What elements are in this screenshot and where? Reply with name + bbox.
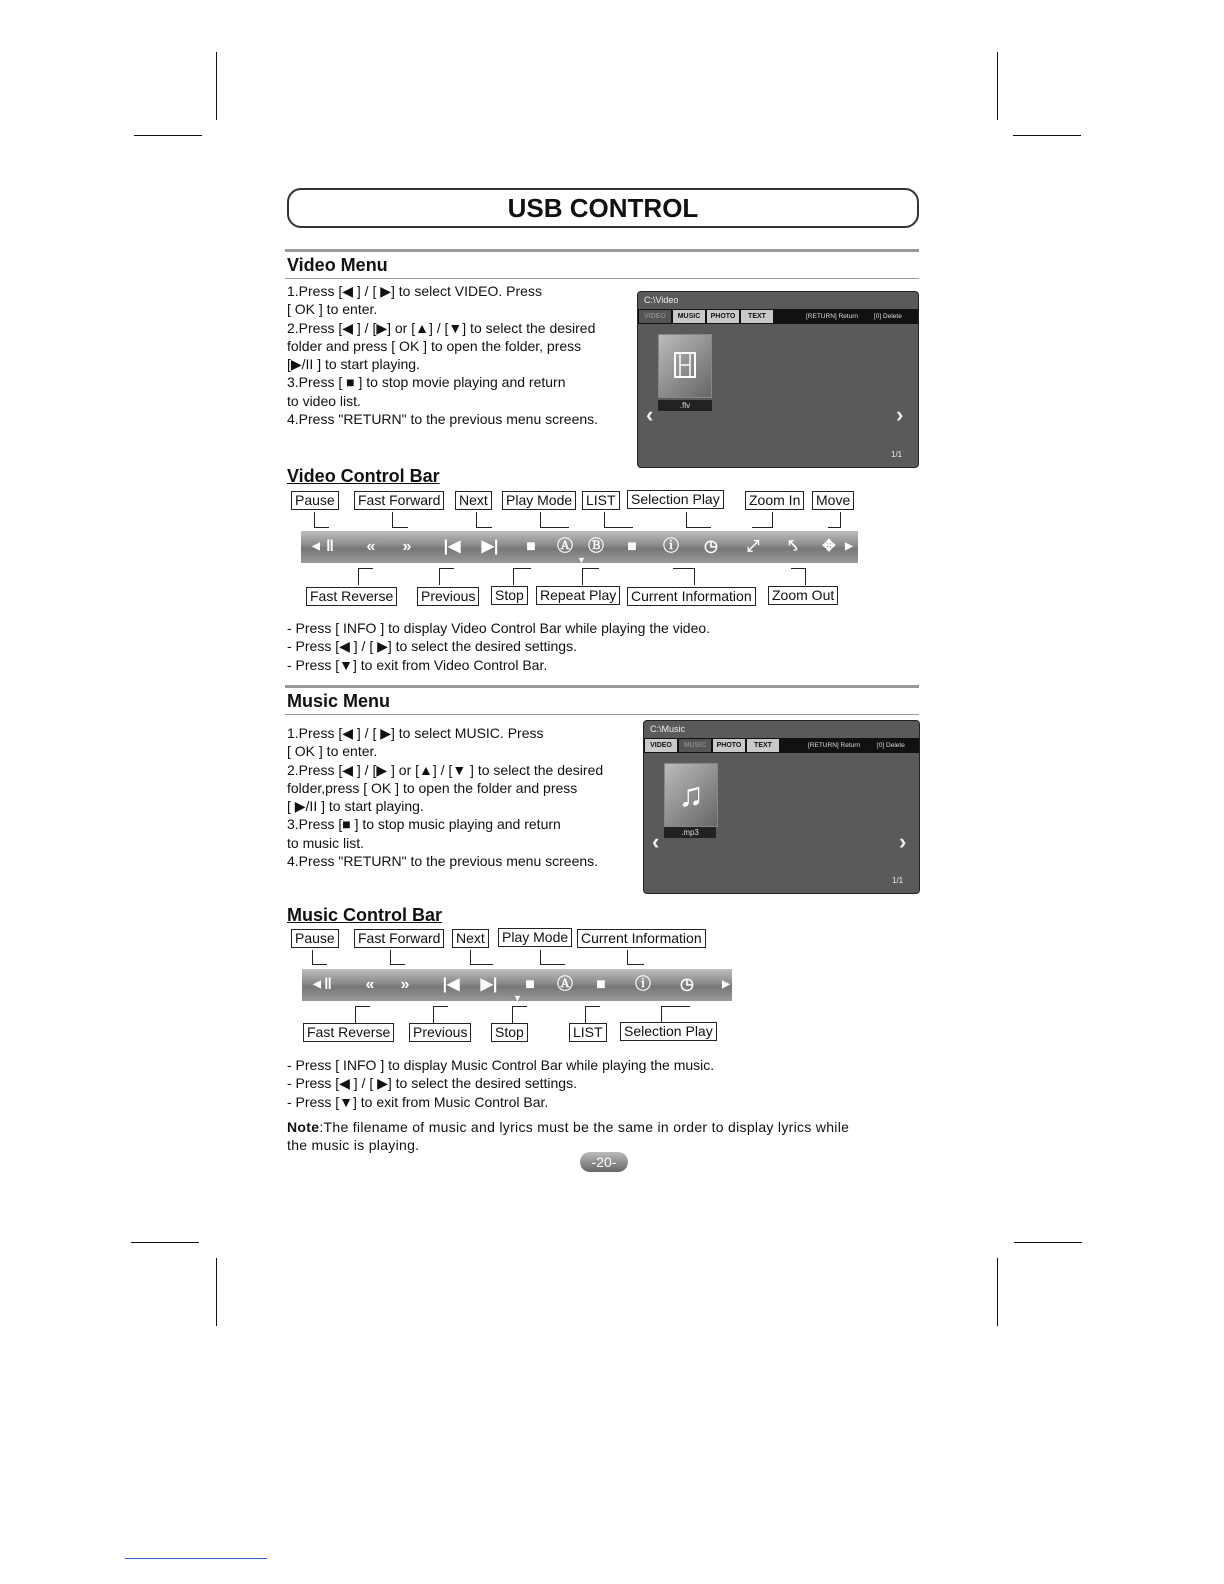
music-menu-screen (643, 720, 920, 894)
pause-icon[interactable]: ‖ (324, 976, 332, 993)
fast-reverse-icon[interactable]: « (365, 976, 375, 993)
music-note-2: - Press [◀ ] / [ ▶] to select the desired settings. (287, 1075, 577, 1092)
label-fast-forward: Fast Forward (354, 929, 444, 948)
crop-mark (216, 1258, 217, 1326)
chevron-right-icon[interactable]: › (896, 402, 904, 427)
label-current-information: Current Information (627, 587, 756, 606)
music-file-thumbnail[interactable] (664, 763, 718, 827)
connector (585, 1006, 600, 1023)
connector (433, 1006, 448, 1023)
move-icon[interactable]: ✥ (822, 538, 836, 555)
scroll-left-icon[interactable]: ◀ (313, 979, 321, 990)
crop-mark (1014, 1242, 1082, 1243)
label-selection-play: Selection Play (627, 490, 724, 509)
stop-icon[interactable]: ■ (525, 976, 535, 993)
music-note-1: - Press [ INFO ] to display Music Control Bar while playing the music. (287, 1057, 715, 1073)
tab-photo[interactable]: PHOTO (713, 739, 745, 752)
crop-mark (134, 135, 202, 136)
previous-icon[interactable]: |◀ (443, 538, 461, 555)
connector (661, 1006, 690, 1023)
music-step-1b: [ OK ] to enter. (287, 743, 378, 760)
scroll-right-icon[interactable]: ▶ (845, 541, 853, 552)
delete-hint: [0] Delete (874, 313, 902, 320)
section-rule (285, 249, 919, 252)
screen-path: C:\Music (650, 724, 686, 734)
video-control-bar[interactable] (301, 531, 858, 563)
tab-text[interactable]: TEXT (741, 310, 773, 323)
video-step-3b: to video list. (287, 392, 361, 409)
tab-photo[interactable]: PHOTO (707, 310, 739, 323)
tab-text[interactable]: TEXT (747, 739, 779, 752)
return-hint: [RETURN] Return (808, 742, 861, 749)
connector (513, 568, 531, 585)
video-menu-screen (637, 291, 919, 468)
video-step-1b: [ OK ] to enter. (287, 301, 378, 318)
label-selection-play: Selection Play (620, 1022, 717, 1041)
video-steps (287, 282, 598, 428)
list-icon[interactable]: ■ (627, 538, 637, 555)
video-note-1: - Press [ INFO ] to display Video Control Bar while playing the video. (287, 620, 711, 636)
label-pause: Pause (291, 929, 339, 948)
connector (470, 950, 493, 965)
chevron-left-icon[interactable]: ‹ (652, 829, 660, 854)
music-step-2b: folder,press [ OK ] to open the folder and press (287, 779, 578, 796)
screen-tab-bar (638, 309, 918, 324)
label-pause: Pause (291, 491, 339, 510)
video-step-1: 1.Press [◀ ] / [ ▶] to select VIDEO. Press (287, 283, 542, 299)
crop-mark (997, 1258, 998, 1326)
zoom-in-icon[interactable]: ⤢ (746, 538, 760, 555)
label-zoom-in: Zoom In (745, 491, 804, 510)
connector (476, 512, 492, 528)
section-rule (285, 685, 919, 688)
pause-icon[interactable]: ‖ (326, 538, 334, 555)
note-label: Note (287, 1119, 320, 1135)
crop-mark (131, 1242, 199, 1243)
music-note-icon: ♫ (678, 776, 704, 814)
label-move: Move (812, 491, 854, 510)
label-list: LIST (582, 491, 620, 510)
video-step-2c: [▶/II ] to start playing. (287, 356, 420, 373)
label-play-mode: Play Mode (502, 491, 576, 510)
page-title: USB CONTROL (287, 188, 919, 228)
label-list: LIST (569, 1023, 607, 1042)
label-fast-reverse: Fast Reverse (306, 587, 397, 606)
screen-path: C:\Video (644, 295, 679, 305)
page-number: -20- (580, 1152, 628, 1172)
video-step-3: 3.Press [ ■ ] to stop movie playing and return (287, 374, 566, 391)
connector (582, 568, 599, 585)
stop-icon[interactable]: ■ (526, 538, 536, 555)
music-steps (287, 724, 603, 870)
next-icon[interactable]: ▶| (480, 976, 498, 993)
music-step-3: 3.Press [■ ] to stop music playing and return (287, 816, 561, 833)
return-hint: [RETURN] Return (806, 313, 859, 320)
delete-hint: [0] Delete (877, 742, 905, 749)
music-menu-heading: Music Menu (287, 691, 391, 711)
music-step-2: 2.Press [◀ ] / [▶ ] or [▲] / [▼ ] to select the desired (287, 761, 604, 778)
scroll-left-icon[interactable]: ◀ (312, 541, 320, 552)
connector (512, 1006, 527, 1023)
label-fast-forward: Fast Forward (354, 491, 444, 510)
label-next: Next (455, 491, 492, 510)
connector (540, 950, 565, 965)
music-note-3: - Press [▼] to exit from Music Control Bar. (287, 1093, 549, 1110)
page-bottom-line (125, 1558, 267, 1559)
label-stop: Stop (491, 586, 528, 605)
label-fast-reverse: Fast Reverse (303, 1023, 394, 1042)
file-label: .flv (658, 400, 712, 411)
note-text: :The filename of music and lyrics must be the same in order to display lyrics while (319, 1119, 850, 1135)
video-file-thumbnail[interactable] (658, 334, 712, 398)
play-mode-icon[interactable]: Ⓐ (556, 976, 573, 993)
connector (392, 512, 408, 528)
next-icon[interactable]: ▶| (481, 538, 499, 555)
selection-play-icon[interactable]: ⓘ (662, 538, 679, 555)
screen-tab-bar (644, 738, 919, 753)
video-control-bar-heading: Video Control Bar (287, 466, 440, 486)
note-text-2: the music is playing. (287, 1137, 420, 1154)
section-subrule (285, 278, 919, 279)
connector (673, 568, 695, 585)
video-menu-heading: Video Menu (287, 255, 388, 275)
connector (390, 950, 405, 965)
selection-play-icon[interactable]: ◷ (680, 976, 694, 993)
label-play-mode: Play Mode (498, 928, 572, 947)
connector (312, 950, 327, 965)
fast-forward-icon[interactable]: » (402, 538, 412, 555)
crop-mark (1013, 135, 1081, 136)
crop-mark (997, 52, 998, 120)
music-step-4: 4.Press "RETURN" to the previous menu screens. (287, 853, 599, 870)
crop-mark (216, 52, 217, 120)
connector (791, 568, 806, 585)
music-control-bar-heading: Music Control Bar (287, 905, 443, 925)
connector (627, 950, 644, 965)
connector (540, 512, 569, 528)
connector (828, 512, 841, 528)
label-stop: Stop (491, 1023, 528, 1042)
chevron-right-icon[interactable]: › (899, 829, 907, 854)
film-icon (659, 335, 711, 397)
label-zoom-out: Zoom Out (768, 586, 838, 605)
label-repeat-play: Repeat Play (536, 586, 620, 605)
connector (439, 568, 454, 585)
chevron-left-icon[interactable]: ‹ (646, 402, 654, 427)
video-note-2: - Press [◀ ] / [ ▶] to select the desired settings. (287, 638, 577, 655)
page-indicator: 1/1 (892, 876, 904, 885)
music-step-3b: to music list. (287, 834, 365, 851)
video-step-2b: folder and press [ OK ] to open the folder, press (287, 337, 582, 354)
music-step-2c: [ ▶/II ] to start playing. (287, 798, 424, 815)
connector (355, 1006, 370, 1023)
scroll-right-icon[interactable]: ▶ (722, 979, 730, 990)
video-step-4: 4.Press "RETURN" to the previous menu screens. (287, 411, 599, 428)
label-previous: Previous (409, 1023, 471, 1042)
connector (314, 512, 329, 528)
page-indicator: 1/1 (891, 450, 903, 459)
tab-video[interactable]: VIDEO (645, 739, 677, 752)
video-notes (287, 619, 710, 674)
info-icon[interactable]: ◷ (704, 538, 718, 555)
list-icon[interactable]: ■ (596, 976, 606, 993)
note-block (287, 1118, 849, 1155)
tab-music[interactable]: MUSIC (673, 310, 705, 323)
connector (358, 568, 373, 585)
selector-arrow-icon: ▼ (513, 993, 522, 1003)
label-current-information: Current Information (577, 929, 706, 948)
connector (686, 512, 711, 528)
video-note-3: - Press [▼] to exit from Video Control Bar. (287, 656, 548, 673)
selector-arrow-icon: ▼ (577, 555, 586, 565)
fast-forward-icon[interactable]: » (400, 976, 410, 993)
info-icon[interactable]: ⓘ (634, 976, 651, 993)
zoom-out-icon[interactable]: ⤣ (788, 538, 798, 555)
fast-reverse-icon[interactable]: « (366, 538, 376, 555)
label-previous: Previous (417, 587, 479, 606)
video-step-2: 2.Press [◀ ] / [▶] or [▲] / [▼] to select the desired (287, 319, 596, 336)
section-subrule (285, 714, 919, 715)
play-mode-icon[interactable]: Ⓐ (556, 538, 573, 555)
connector (752, 512, 773, 528)
tab-music[interactable]: MUSIC (679, 739, 711, 752)
previous-icon[interactable]: |◀ (442, 976, 460, 993)
music-step-1: 1.Press [◀ ] / [ ▶] to select MUSIC. Press (287, 725, 544, 741)
label-next: Next (452, 929, 489, 948)
file-label: .mp3 (664, 827, 716, 838)
music-control-bar[interactable] (302, 969, 732, 1001)
repeat-play-icon[interactable]: Ⓑ (587, 538, 604, 555)
tab-video[interactable]: VIDEO (639, 310, 671, 323)
music-notes (287, 1056, 714, 1111)
connector (604, 512, 633, 528)
